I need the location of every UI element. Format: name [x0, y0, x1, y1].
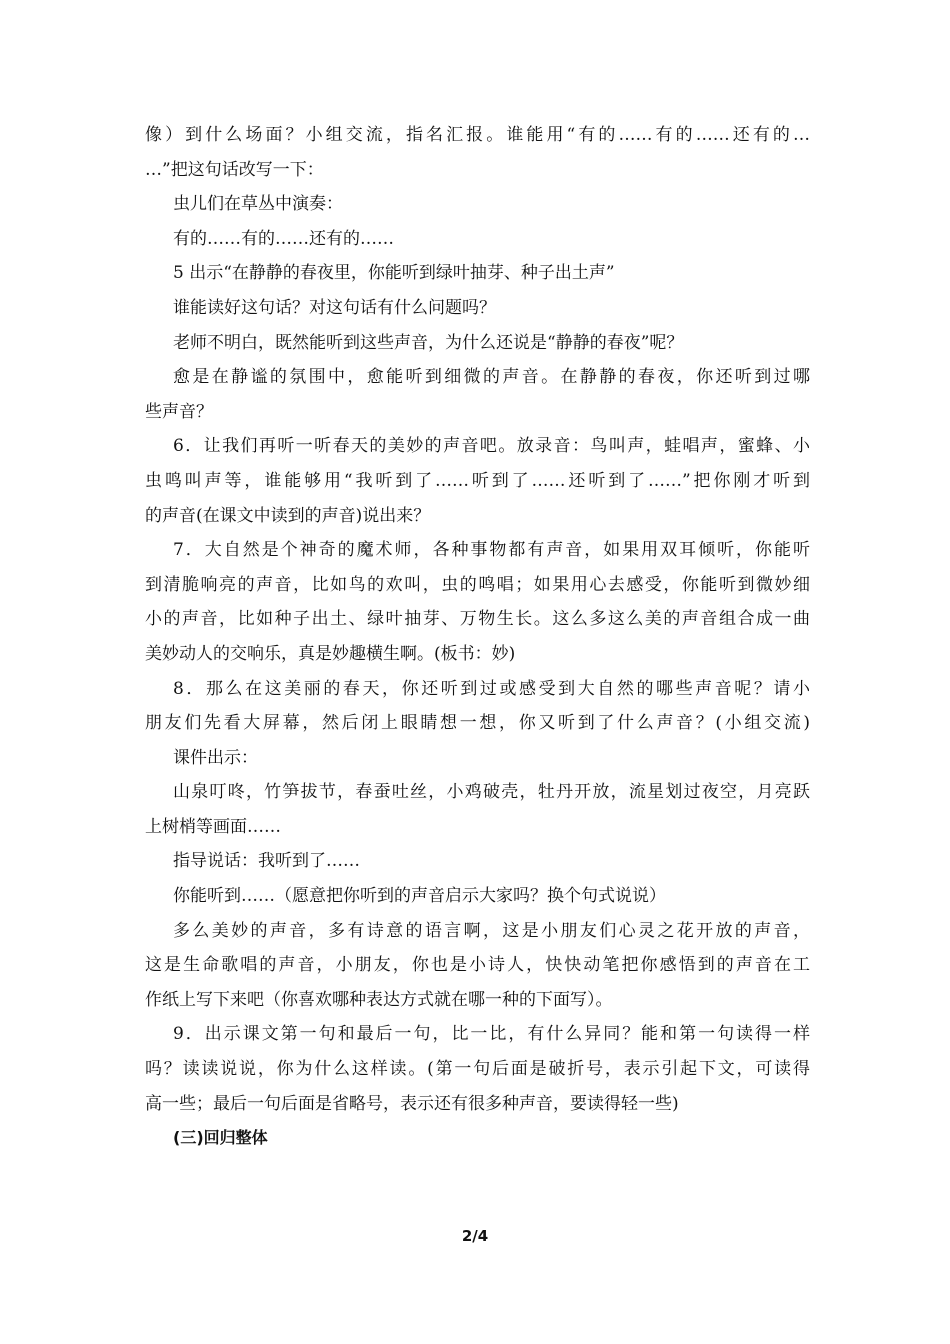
text-line: 愈是在静谧的氛围中，愈能听到细微的声音。在静静的春夜，你还听到过哪 — [173, 367, 810, 388]
text-line: …”把这句话改写一下： — [145, 159, 324, 180]
text-line: 虫儿们在草丛中演奏： — [173, 194, 343, 215]
text-line: 多么美妙的声音，多有诗意的语言啊，这是小朋友们心灵之花开放的声音， — [173, 920, 810, 941]
text-line: 7．大自然是个神奇的魔术师，各种事物都有声音，如果用双耳倾听，你能听 — [173, 540, 810, 561]
body-text — [145, 118, 810, 1156]
text-line: 高一些；最后一句后面是省略号，表示还有很多种声音，要读得轻一些) — [145, 1093, 679, 1114]
text-line: 6．让我们再听一听春天的美妙的声音吧。放录音：鸟叫声，蛙唱声，蜜蜂、小 — [173, 436, 810, 457]
text-line: 美妙动人的交响乐，真是妙趣横生啊。(板书：妙) — [145, 643, 516, 664]
text-line: 你能听到……（愿意把你听到的声音启示大家吗？换个句式说说） — [173, 886, 666, 907]
text-line: 上树梢等画面…… — [145, 816, 281, 837]
text-line: 山泉叮咚，竹笋拔节，春蚕吐丝，小鸡破壳，牡丹开放，流星划过夜空，月亮跃 — [173, 782, 810, 803]
text-line: 8．那么在这美丽的春天，你还听到过或感受到大自然的哪些声音呢？请小 — [173, 678, 810, 699]
text-line: 谁能读好这句话？对这句话有什么问题吗？ — [173, 297, 496, 318]
text-line: 些声音？ — [145, 401, 213, 422]
text-line: 9．出示课文第一句和最后一句，比一比，有什么异同？能和第一句读得一样 — [173, 1024, 810, 1045]
text-line: 虫鸣叫声等，谁能够用“我听到了……听到了……还听到了……”把你刚才听到 — [145, 470, 810, 491]
text-line: 5 出示“在静静的春夜里，你能听到绿叶抽芽、种子出土声” — [173, 263, 615, 284]
text-line: 这是生命歌唱的声音，小朋友，你也是小诗人，快快动笔把你感悟到的声音在工 — [145, 955, 810, 976]
section-heading: (三)回归整体 — [173, 1128, 268, 1148]
text-line: 指导说话：我听到了…… — [173, 851, 360, 872]
text-line: 的声音(在课文中读到的声音)说出来？ — [145, 505, 431, 526]
text-line: 课件出示： — [173, 747, 258, 768]
text-line: 有的……有的……还有的…… — [173, 228, 394, 249]
text-line: 到清脆响亮的声音，比如鸟的欢叫，虫的鸣唱；如果用心去感受，你能听到微妙细 — [145, 574, 810, 595]
text-line: 作纸上写下来吧（你喜欢哪种表达方式就在哪一种的下面写）。 — [145, 989, 613, 1010]
text-line: 老师不明白，既然能听到这些声音，为什么还说是“静静的春夜”呢？ — [173, 332, 684, 353]
text-line: 朋友们先看大屏幕，然后闭上眼睛想一想，你又听到了什么声音？(小组交流) — [145, 713, 810, 734]
text-line: 小的声音，比如种子出土、绿叶抽芽、万物生长。这么多这么美的声音组合成一曲 — [145, 609, 810, 630]
text-line: 吗？读读说说，你为什么这样读。(第一句后面是破折号，表示引起下文，可读得 — [145, 1059, 810, 1080]
page-number: 2/4 — [461, 1227, 489, 1245]
text-line: 像）到什么场面？小组交流，指名汇报。谁能用“有的……有的……还有的… — [145, 125, 810, 145]
